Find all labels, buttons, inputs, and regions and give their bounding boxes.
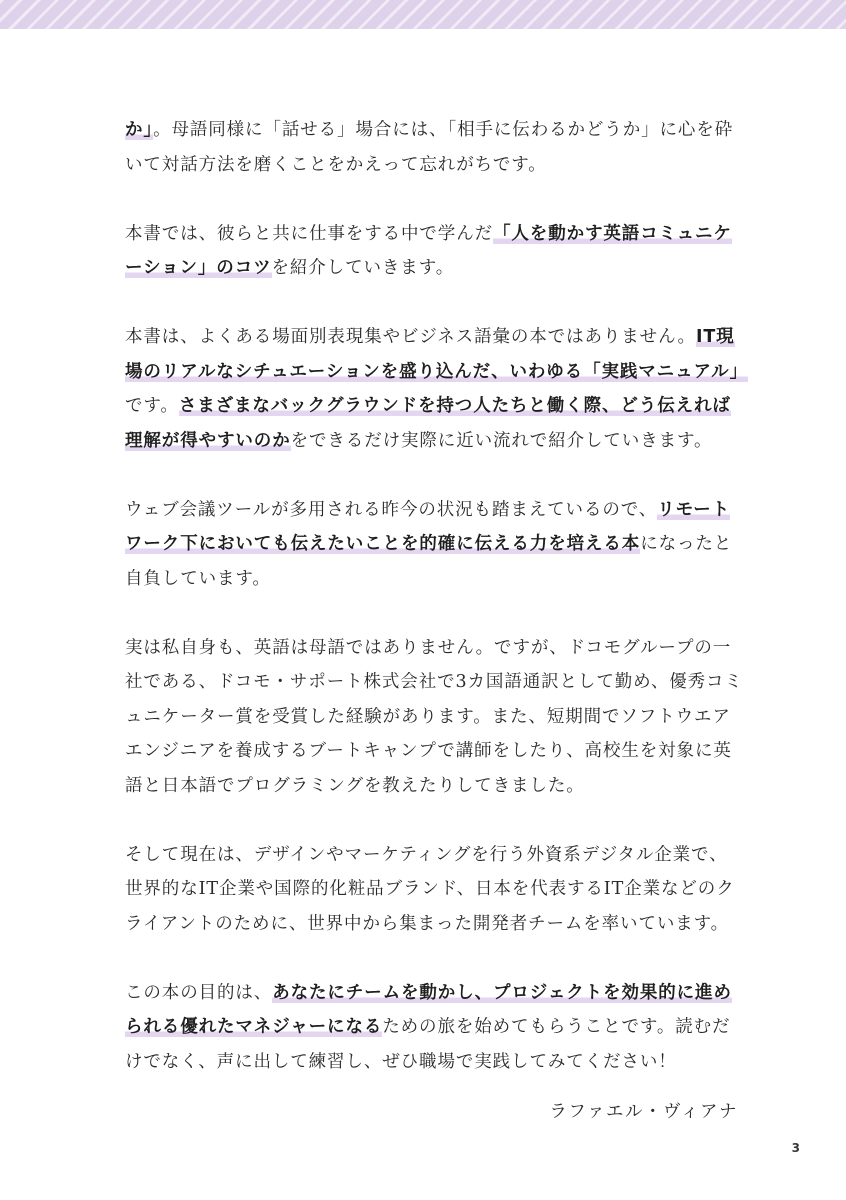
paragraph: [125, 320, 748, 458]
paragraph: [125, 493, 745, 597]
emphasized-text: か」: [125, 120, 154, 140]
body-text: になったと自負しています。: [125, 534, 733, 589]
paragraph: [125, 217, 745, 286]
body-text: を紹介していきます。: [271, 258, 455, 278]
author-signature: ラファエル・ヴィアナ: [549, 1102, 738, 1122]
body-text: 実は私自身も、英語は母語ではありません。ですが、ドコモグループの一社である、ドコモ・サポート株式会社で3カ国語通訳として勤め、優秀コミュニケーター賞を受賞した経験があります。また、短期間でソフトウエアエンジニアを養成するブートキャンプで講師をしたり、高校生を対象に英語と日本語でプログラミングを教えたりしてきました。: [125, 637, 743, 796]
body-text: ウェブ会議ツールが多用される昨今の状況も踏まえているので、: [125, 499, 658, 520]
body-text: 。母語同様に「話せる」場合には、「相手に伝わるかどうか」に心を砕いて対話方法を磨くことをかえって忘れがちです。: [125, 120, 734, 175]
paragraph: [125, 631, 745, 804]
body-text: 本書は、よくある場面別表現集やビジネス語彙の本ではありません。: [125, 327, 696, 347]
paragraph: [125, 113, 745, 182]
emphasized-text: IT現場のリアルなシチュエーションを盛り込んだ、いわゆる「実践マニュアル」: [125, 327, 748, 382]
body-text: そして現在は、デザインやマーケティングを行う外資系デジタル企業で、世界的なIT企業や国際的化粧品ブランド、日本を代表するIT企業などのクライアントのために、世界中から集まった開発者チームを率いています。: [125, 844, 735, 934]
paragraph: [125, 976, 745, 1080]
emphasized-text: 「人を動かす英語コミュニケーション」のコツ: [125, 223, 732, 278]
body-text: この本の目的は、: [125, 982, 273, 1003]
page-body: [125, 113, 748, 1114]
emphasized-text: あなたにチームを動かし、プロジェクトを効果的に進められる優れたマネジャーになる: [125, 982, 732, 1037]
paragraph: [125, 838, 745, 942]
body-text: です。: [125, 396, 179, 416]
body-text: 本書では、彼らと共に仕事をする中で学んだ: [125, 223, 493, 244]
page-number: 3: [791, 1141, 800, 1155]
body-text: ための旅を始めてもらうことです。読むだけでなく、声に出して練習し、ぜひ職場で実践してみてください！: [125, 1017, 731, 1072]
emphasized-text: さまざまなバックグラウンドを持つ人たちと働く際、どう伝えれば理解が得やすいのか: [125, 396, 731, 451]
body-text: をできるだけ実際に近い流れで紹介していきます。: [290, 430, 713, 451]
emphasized-text: リモートワーク下においても伝えたいことを的確に伝える力を培える本: [125, 499, 731, 554]
top-decorative-band: [0, 0, 846, 29]
